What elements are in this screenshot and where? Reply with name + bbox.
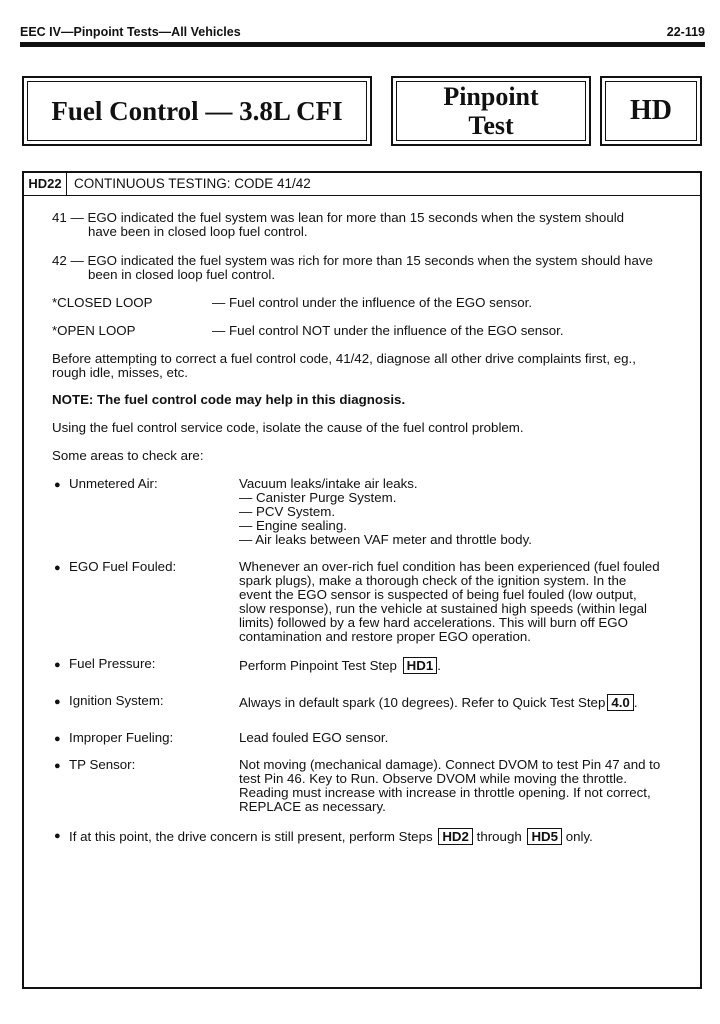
bullet-icon: ●	[54, 562, 61, 574]
test-step-box	[22, 171, 702, 989]
section-header	[24, 173, 700, 196]
step-reference-box: HD1	[403, 657, 438, 674]
area-text-line: limits) followed by a few hard accelerations. This will burn off EGO	[239, 615, 628, 630]
area-text-line: — PCV System.	[239, 504, 336, 519]
bullet-icon: ●	[54, 830, 61, 842]
area-text-line: Whenever an over-rich fuel condition has been experienced (fuel fouled	[239, 559, 660, 574]
area-text-line	[239, 657, 441, 674]
open-loop-term: *OPEN LOOP	[52, 323, 136, 338]
final-text: through	[476, 829, 522, 844]
step-reference-box: HD5	[527, 828, 562, 845]
step-reference-box: HD2	[438, 828, 473, 845]
paragraph-line: Some areas to check are:	[52, 448, 204, 463]
area-text-line	[239, 694, 638, 711]
final-instruction	[69, 828, 593, 845]
area-text-line: spark plugs), make a thorough check of the ignition system. In the	[239, 573, 627, 588]
period: .	[437, 658, 441, 673]
area-text-line: — Engine sealing.	[239, 518, 347, 533]
paragraph-line: Before attempting to correct a fuel control code, 41/42, diagnose all other drive complaints first, eg.,	[52, 351, 636, 366]
step-code: HD22	[24, 173, 67, 195]
area-text-line: REPLACE as necessary.	[239, 799, 386, 814]
final-text: only.	[565, 829, 593, 844]
note: NOTE: The fuel control code may help in this diagnosis.	[52, 392, 406, 407]
code-41-line: have been in closed loop fuel control.	[88, 224, 308, 239]
page-number: 22-119	[666, 25, 705, 39]
area-label: Fuel Pressure:	[69, 656, 156, 671]
test-code-box	[600, 76, 702, 146]
area-text: Always in default spark (10 degrees). Refer to Quick Test Step	[239, 695, 606, 710]
area-text-line: event the EGO sensor is suspected of being fuel fouled (low output,	[239, 587, 637, 602]
area-text-line: slow response), run the vehicle at sustained high speeds (within legal	[239, 601, 648, 616]
bullet-icon: ●	[54, 760, 61, 772]
code-42-line: 42 — EGO indicated the fuel system was rich for more than 15 seconds when the system should have	[52, 253, 653, 268]
pinpoint-test-box	[391, 76, 591, 146]
area-text-line: Vacuum leaks/intake air leaks.	[239, 476, 418, 491]
area-text-line: — Air leaks between VAF meter and throttle body.	[239, 532, 532, 547]
step-title: CONTINUOUS TESTING: CODE 41/42	[74, 176, 311, 191]
bullet-icon: ●	[54, 733, 61, 745]
pinpoint-label: Pinpoint	[443, 82, 539, 111]
area-text: Perform Pinpoint Test Step	[239, 658, 397, 673]
area-label: Unmetered Air:	[69, 476, 158, 491]
title-box	[22, 76, 372, 146]
final-text: If at this point, the drive concern is still present, perform Steps	[69, 829, 433, 844]
running-head-title: EEC IV—Pinpoint Tests—All Vehicles	[20, 25, 241, 39]
period: .	[633, 695, 638, 710]
area-label: Improper Fueling:	[69, 730, 174, 745]
closed-loop-definition: — Fuel control under the influence of the EGO sensor.	[212, 295, 533, 310]
code-42-line: been in closed loop fuel control.	[88, 267, 276, 282]
area-label: EGO Fuel Fouled:	[69, 559, 177, 574]
area-text-line: Lead fouled EGO sensor.	[239, 730, 389, 745]
paragraph-line: Using the fuel control service code, isolate the cause of the fuel control problem.	[52, 420, 524, 435]
area-label: Ignition System:	[69, 693, 164, 708]
bullet-icon: ●	[54, 659, 61, 671]
bullet-icon: ●	[54, 479, 61, 491]
area-text-line: — Canister Purge System.	[239, 490, 397, 505]
test-label: Test	[468, 111, 514, 140]
closed-loop-term: *CLOSED LOOP	[52, 295, 153, 310]
test-code: HD	[630, 95, 672, 126]
bullet-icon: ●	[54, 696, 61, 708]
code-41-line: 41 — EGO indicated the fuel system was lean for more than 15 seconds when the system should	[52, 210, 625, 225]
area-text-line: Reading must increase with increase in throttle opening. If not correct,	[239, 785, 651, 800]
step-reference-box: 4.0	[607, 694, 634, 711]
area-text-line: Not moving (mechanical damage). Connect DVOM to test Pin 47 and to	[239, 757, 661, 772]
open-loop-definition: — Fuel control NOT under the influence of the EGO sensor.	[212, 323, 564, 338]
paragraph-line: rough idle, misses, etc.	[52, 365, 188, 380]
page-title: Fuel Control — 3.8L CFI	[51, 95, 343, 126]
area-text-line: test Pin 46. Key to Run. Observe DVOM while moving the throttle.	[239, 771, 627, 786]
area-text-line: contamination and restore proper EGO operation.	[239, 629, 531, 644]
area-label: TP Sensor:	[69, 757, 136, 772]
header-rule	[20, 42, 705, 47]
